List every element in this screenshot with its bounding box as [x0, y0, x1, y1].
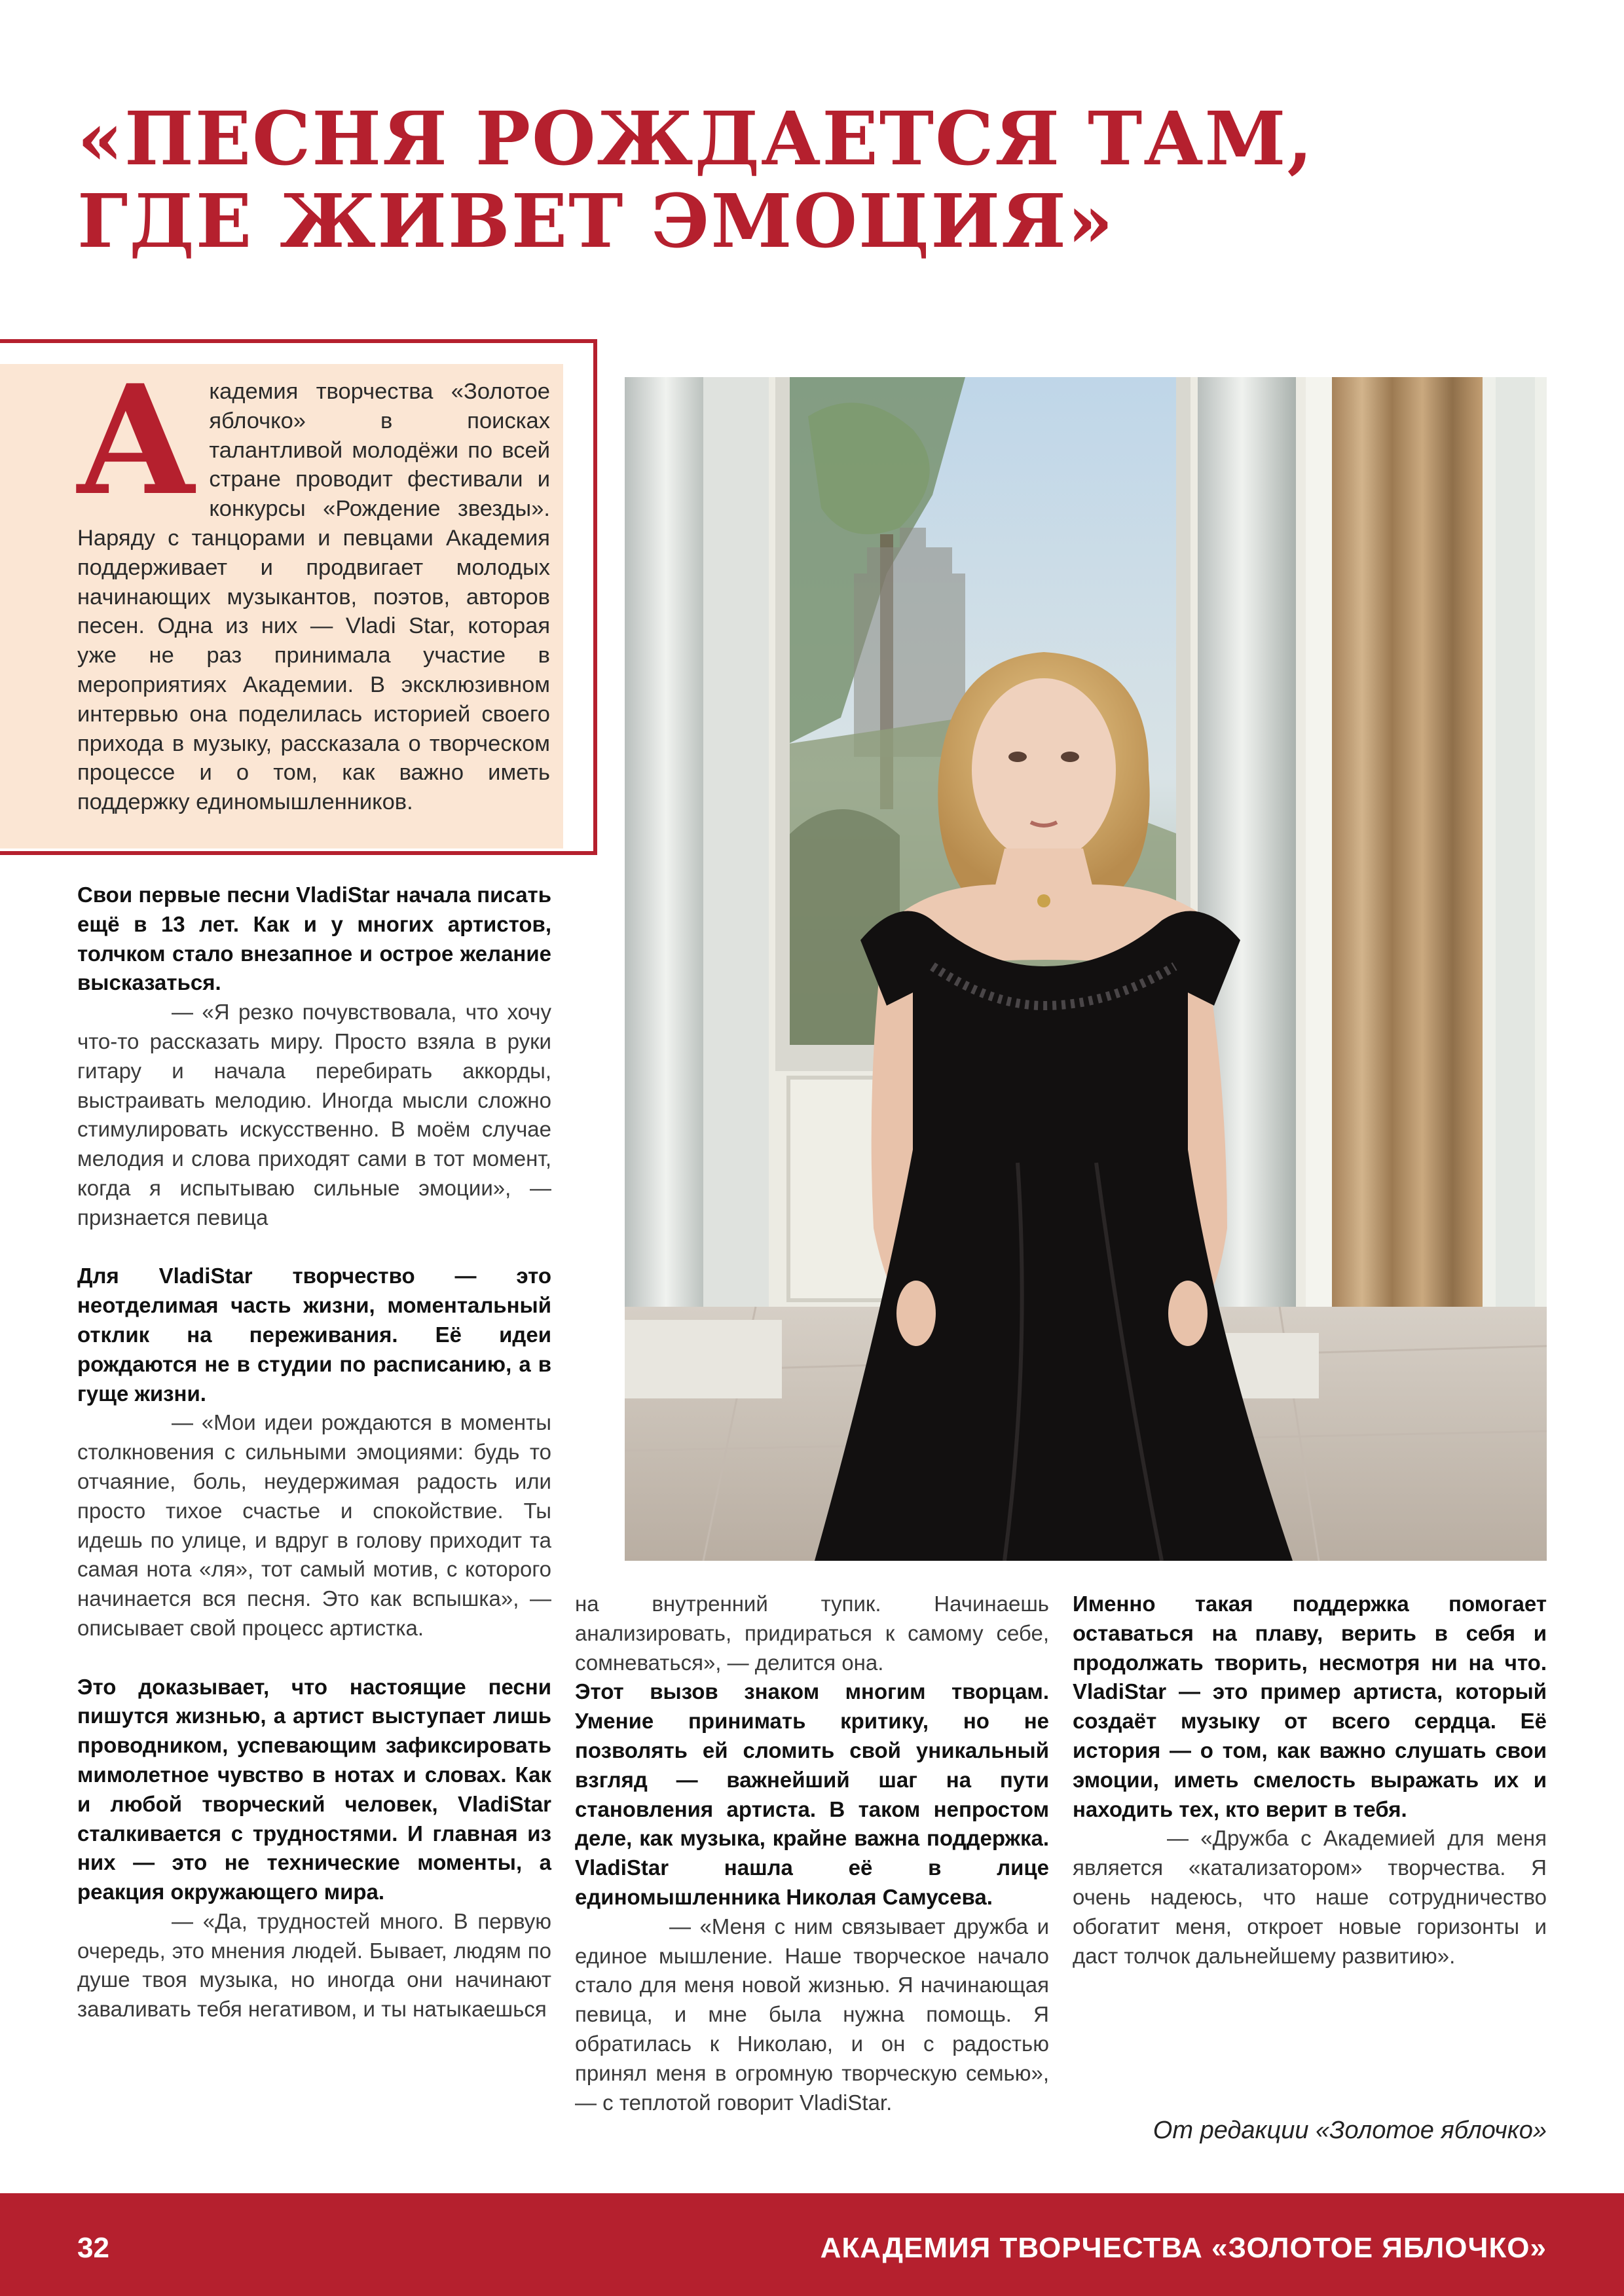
paragraph-1-lead: Свои первые песни VladiStar начала писать ещё в 13 лет. Как и у многих артистов, толчком стало внезапное и острое желание высказаться. [77, 883, 551, 995]
singer-photo [625, 377, 1547, 1561]
paragraph-3-lead: Это доказывает, что настоящие песни пишутся жизнью, а артист выступает лишь проводником, успевающим зафиксировать мимолетное чувство в нотах и словах. Как и любой творческий человек, VladiStar сталкивается с трудностями. И главная из них — это не технические моменты, а реакция окружающего мира. [77, 1674, 551, 1904]
editorial-signature: От редакции «Золотое яблочко» [1153, 2117, 1547, 2144]
title-line-2: ГДЕ ЖИВЕТ ЭМОЦИЯ» [77, 179, 1115, 264]
paragraph-4-lead: Этот вызов знаком многим творцам. Умение принимать критику, но не позволять ей сломить свой уникальный взгляд — важнейший шаг на пути становления артиста. В таком непростом деле, как музыка, крайне важна поддержка. VladiStar нашла её в лице единомышленника Николая Самусева. [575, 1679, 1049, 1909]
page-number: 32 [77, 2232, 109, 2264]
article-column-1 [77, 881, 551, 2024]
paragraph-5-lead: Именно такая поддержка помогает оставаться на плаву, верить в себя и продолжать творить, несмотря ни на что. VladiStar — это пример артиста, который создаёт музыку от всего сердца. Её история — о том, как важно слушать свои эмоции, иметь смелость выражать их и находить тех, кто верит в тебя. [1073, 1592, 1547, 1821]
paragraph-3-continuation: на внутренний тупик. Начинаешь анализировать, придираться к самому себе, сомневаться», — делится она. [575, 1592, 1049, 1675]
paragraph-3-quote: — «Да, трудностей много. В первую очередь, это мнения людей. Бывает, людям по душе твоя музыка, но иногда они начинают заваливать тебя негативом, и ты натыкаешься [77, 1908, 551, 2022]
intro-text: кадемия творчества «Золотое яблочко» в поисках талантливой молодёжи по всей стране проводит фестивали и конкурсы «Рождение звезды». Наряду с танцорами и певцами Академия поддерживает и продвигает молодых начинающих музыкантов, поэтов, авторов песен. Одна из них — Vladi Star, которая уже не раз принимала участие в мероприятиях Академии. В эксклюзивном интервью она поделилась историей своего прихода в музыку, рассказала о творческом процессе и о том, как важно иметь поддержку единомышленников. [77, 379, 550, 815]
paragraph-gap [77, 1233, 551, 1262]
singer-photo-illustration [625, 377, 1547, 1561]
paragraph-1-quote: — «Я резко почувствовала, что хочу что-то рассказать миру. Просто взяла в руки гитару и начала перебирать аккорды, выстраивать мелодию. Иногда мысли сложно стимулировать искусственно. В моём случае мелодия и слова приходят сами в тот момент, когда я испытываю сильные эмоции», — признается певица [77, 1000, 551, 1230]
paragraph-gap [77, 1643, 551, 1673]
title-line-1: «ПЕСНЯ РОЖДАЕТСЯ ТАМ, [77, 96, 1314, 182]
paragraph-4-quote: — «Меня с ним связывает дружба и единое мышление. Наше творческое начало стало для меня новой жизнью. Я начинающая певица, и мне была нужна помощь. Я обратилась к Николаю, и он с радостью принял меня в огромную творческую семью», — с теплотой говорит VladiStar. [575, 1914, 1049, 2115]
article-column-3 [1073, 1590, 1547, 1971]
page-footer [0, 2193, 1624, 2296]
article-title [77, 98, 1518, 263]
paragraph-2-lead: Для VladiStar творчество — это неотделимая часть жизни, моментальный отклик на переживания. Её идеи рождаются не в студии по расписанию, а в гуще жизни. [77, 1264, 551, 1406]
article-column-2 [575, 1590, 1049, 2117]
intro-paragraph [75, 352, 550, 817]
drop-cap: А [75, 352, 198, 529]
publication-title: АКАДЕМИЯ ТВОРЧЕСТВА «ЗОЛОТОЕ ЯБЛОЧКО» [820, 2232, 1547, 2264]
paragraph-5-quote: — «Дружба с Академией для меня является «катализатором» творчества. Я очень надеюсь, что наше сотрудничество обогатит меня, откроет новые горизонты и даст толчок дальнейшему развитию». [1073, 1826, 1547, 1968]
paragraph-2-quote: — «Мои идеи рождаются в моменты столкновения с сильными эмоциями: будь то отчаяние, боль, неудержимая радость или просто тихое счастье и спокойствие. Ты идешь по улице, и вдруг в голову приходит та самая нота «ля», тот самый мотив, с которого начинается вся песня. Это как вспышка», — описывает свой процесс артистка. [77, 1410, 551, 1640]
